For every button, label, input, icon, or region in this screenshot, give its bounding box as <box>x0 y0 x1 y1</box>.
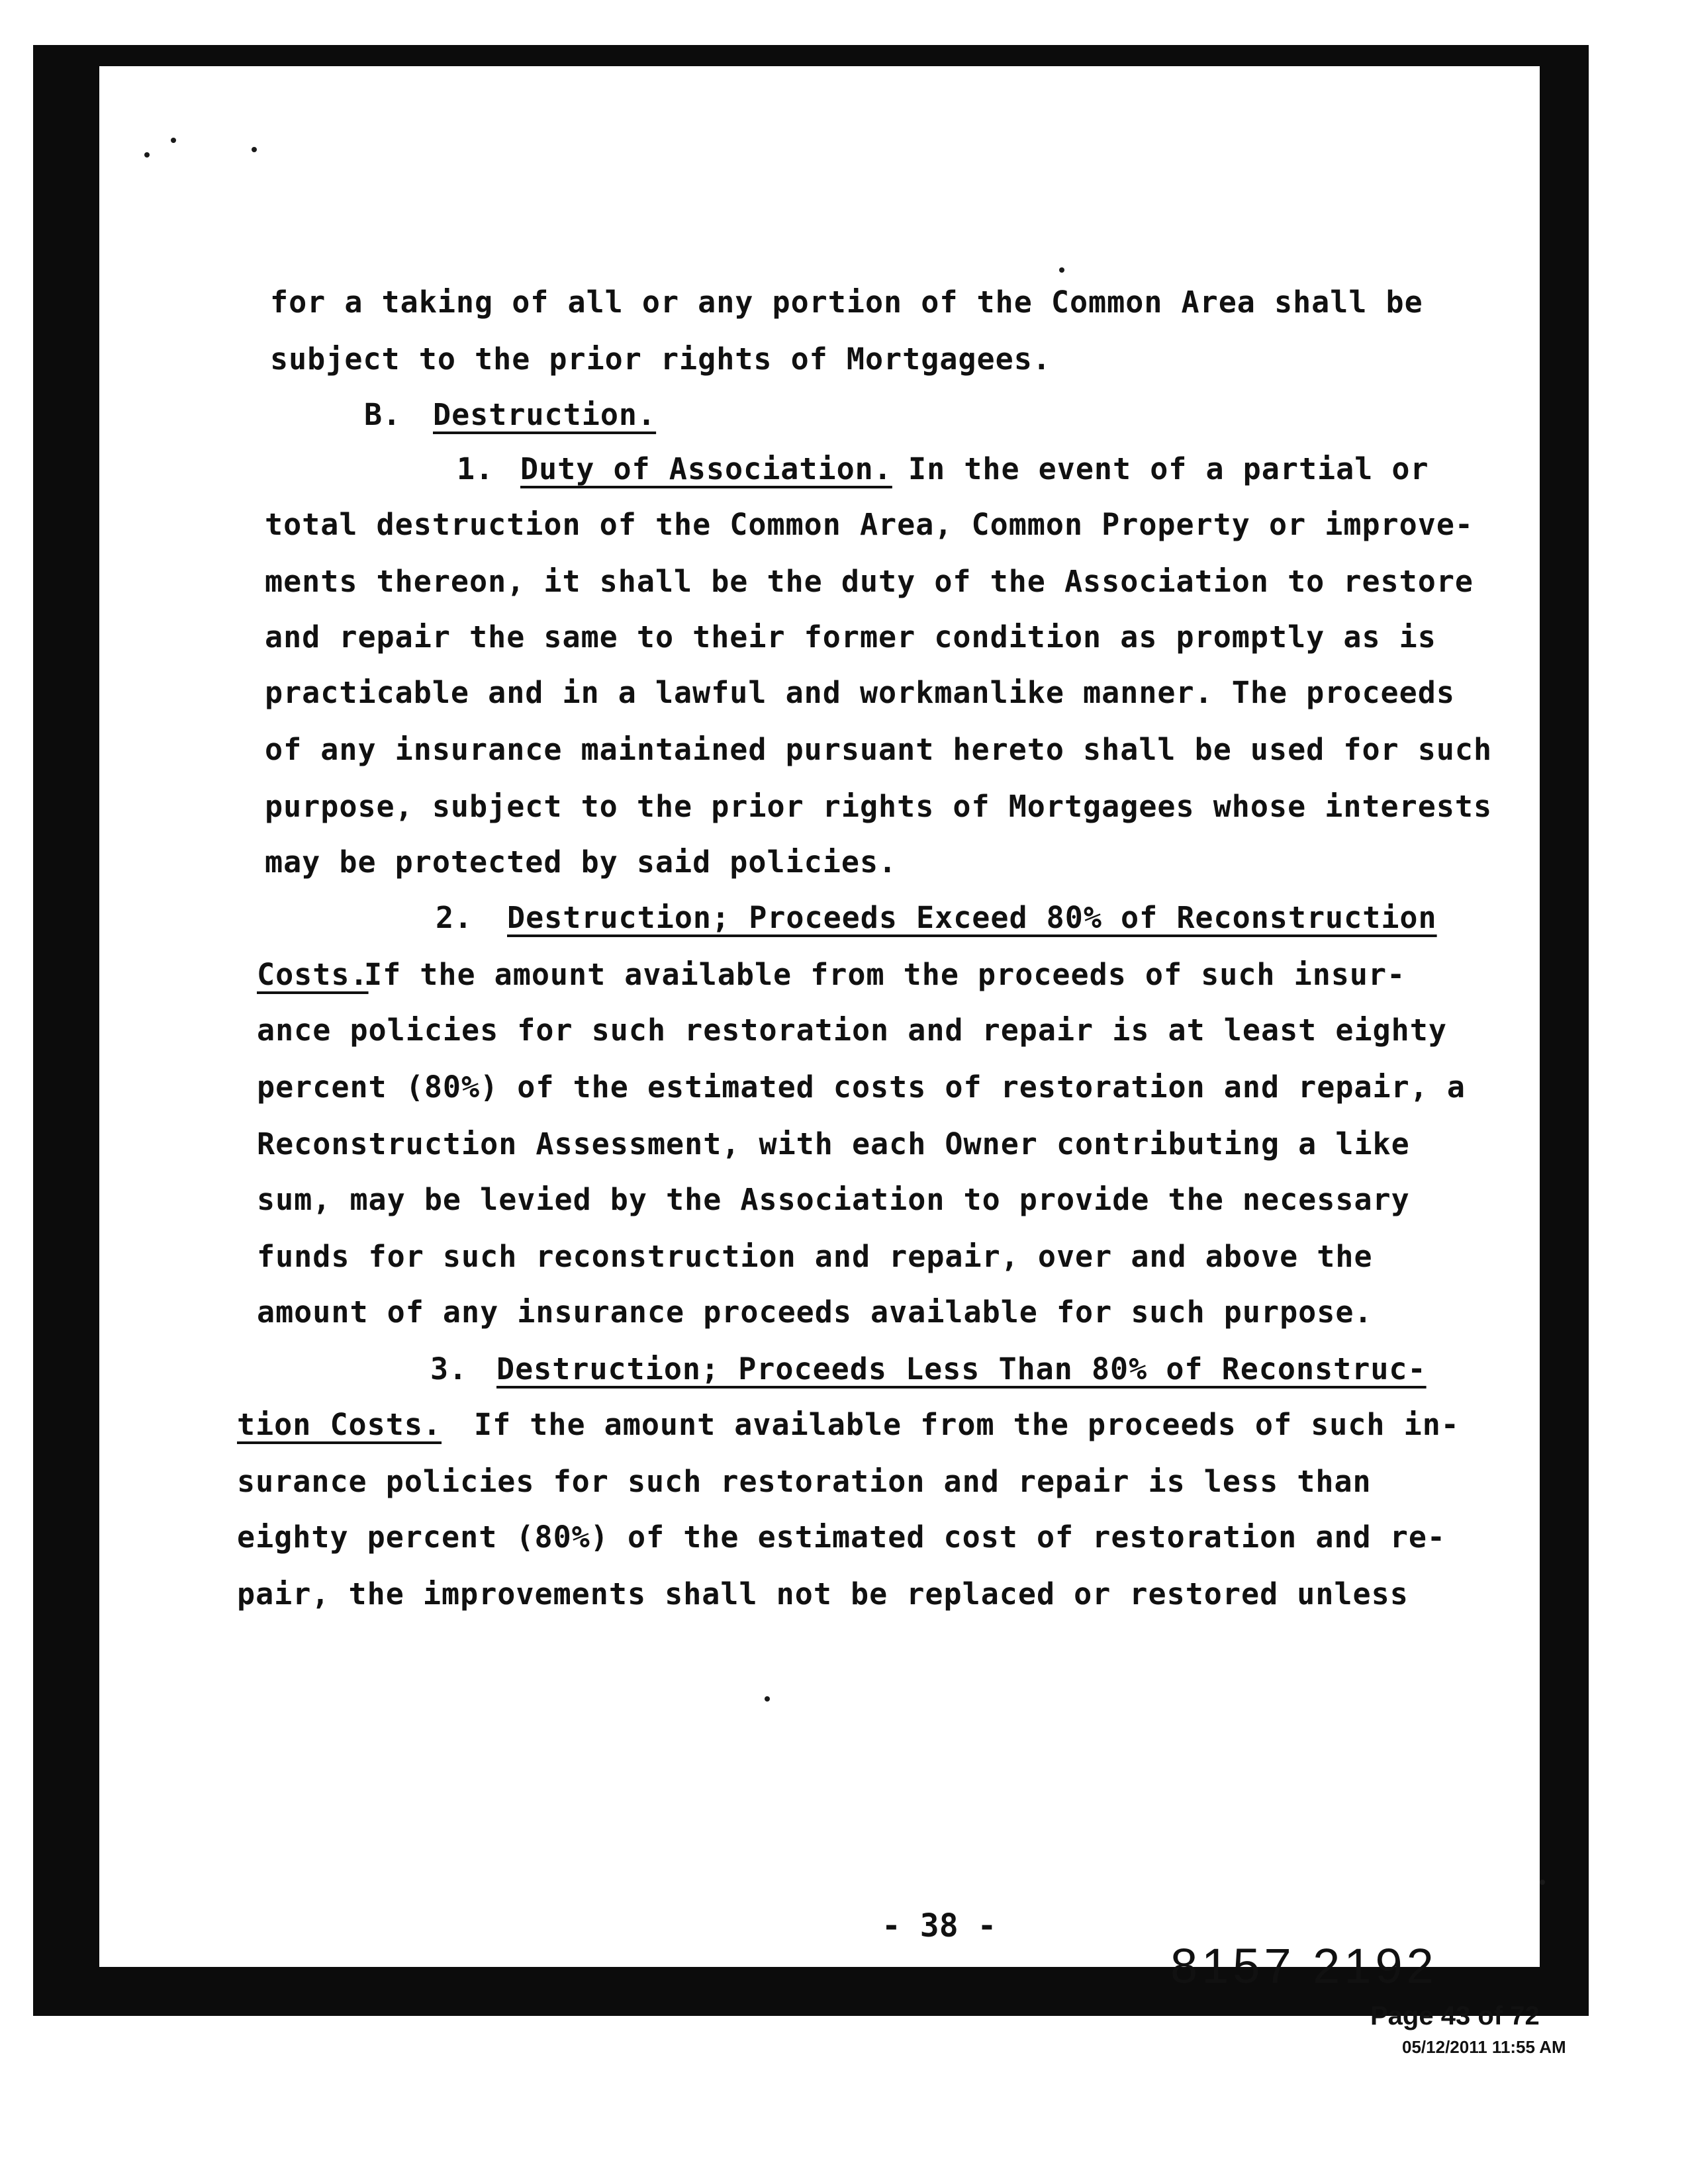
page-number: - 38 - <box>882 1907 997 1944</box>
body-line: ments thereon, it shall be the duty of the Association to restore <box>265 564 1474 599</box>
scan-speck <box>765 1696 770 1702</box>
document-page <box>99 66 1540 1993</box>
body-line: amount of any insurance proceeds available for such purpose. <box>257 1295 1373 1330</box>
item-number: 3. <box>430 1351 468 1387</box>
body-line: practicable and in a lawful and workmanlike manner. The proceeds <box>265 675 1455 710</box>
body-line: If the amount available from the proceeds of such insur- <box>364 957 1406 992</box>
book-page-stamp: 8157 2192 <box>1170 1938 1438 1993</box>
body-line: Reconstruction Assessment, with each Owner contributing a like <box>257 1126 1410 1161</box>
body-line: In the event of a partial or <box>908 451 1429 486</box>
body-line: surance policies for such restoration and repair is less than <box>237 1464 1372 1499</box>
section-letter: B. <box>364 397 402 432</box>
body-line: total destruction of the Common Area, Common Property or improve- <box>265 507 1474 542</box>
item-heading: Destruction; Proceeds Less Than 80% of Reconstruc- <box>496 1351 1427 1387</box>
scan-speck <box>1059 267 1064 273</box>
body-line: subject to the prior rights of Mortgagees. <box>270 341 1051 377</box>
item-heading: Destruction; Proceeds Exceed 80% of Reconstruction <box>507 900 1437 935</box>
scan-speck <box>1540 1880 1545 1885</box>
body-line: ance policies for such restoration and repair is at least eighty <box>257 1013 1447 1048</box>
body-line: funds for such reconstruction and repair, over and above the <box>257 1239 1373 1274</box>
footer-page-label: Page 43 of 72 <box>1370 2001 1540 2030</box>
item-number: 2. <box>436 900 473 935</box>
scan-speck <box>144 152 150 158</box>
item-heading: tion Costs. <box>237 1407 442 1442</box>
scan-speck <box>252 147 257 152</box>
body-line: may be protected by said policies. <box>265 844 898 880</box>
body-line: pair, the improvements shall not be replaced or restored unless <box>237 1576 1409 1612</box>
item-heading: Costs. <box>257 957 369 992</box>
body-line: If the amount available from the proceeds of such in- <box>474 1407 1460 1442</box>
body-line: for a taking of all or any portion of the Common Area shall be <box>270 285 1423 320</box>
scan-speck <box>171 138 176 143</box>
body-line: percent (80%) of the estimated costs of restoration and repair, a <box>257 1069 1466 1105</box>
body-line: eighty percent (80%) of the estimated cost of restoration and re- <box>237 1520 1446 1555</box>
section-heading: Destruction. <box>433 397 657 432</box>
body-line: purpose, subject to the prior rights of Mortgagees whose interests <box>265 789 1493 824</box>
item-heading: Duty of Association. <box>520 451 892 486</box>
footer-timestamp: 05/12/2011 11:55 AM <box>1402 2037 1566 2057</box>
body-line: sum, may be levied by the Association to provide the necessary <box>257 1182 1410 1217</box>
body-line: of any insurance maintained pursuant hereto shall be used for such <box>265 732 1493 767</box>
body-line: and repair the same to their former condition as promptly as is <box>265 619 1436 655</box>
item-number: 1. <box>457 451 494 486</box>
